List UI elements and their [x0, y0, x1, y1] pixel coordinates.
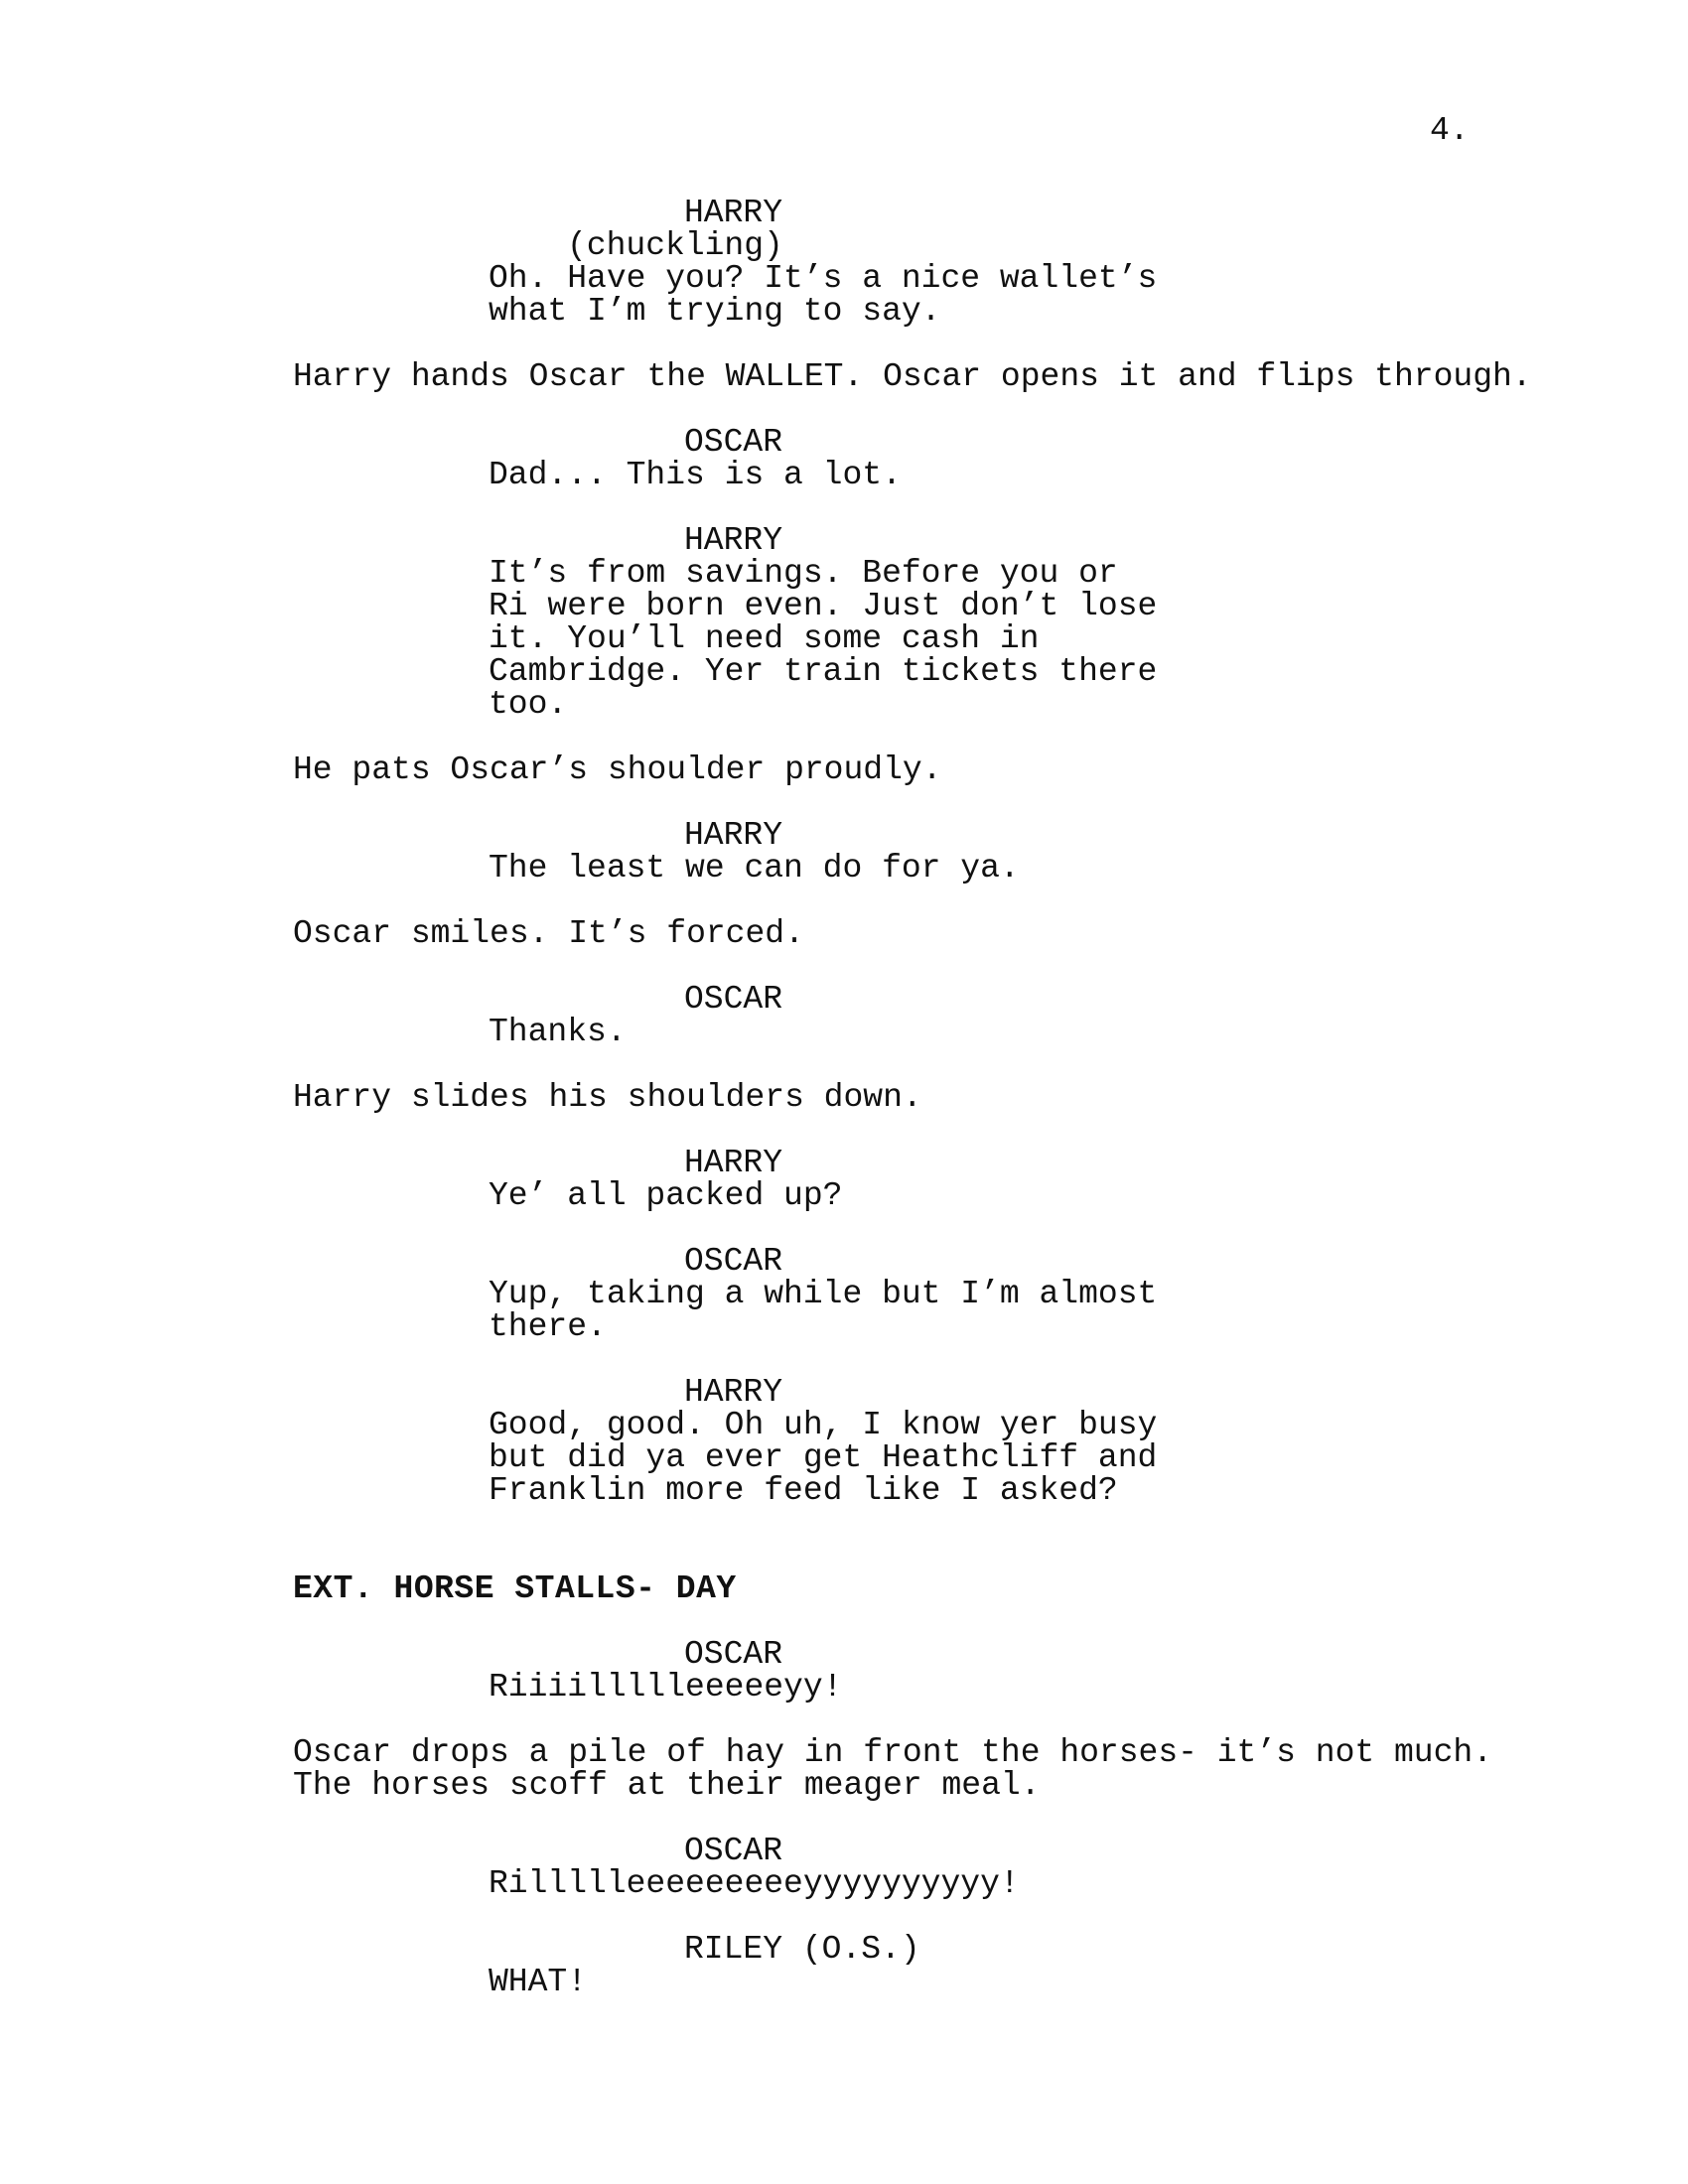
action-line: He pats Oscar’s shoulder proudly.: [293, 751, 942, 788]
character-name: HARRY: [684, 1374, 783, 1411]
dialogue-line: Ri were born even. Just don’t lose: [489, 588, 1158, 624]
dialogue-line: there.: [489, 1308, 607, 1345]
dialogue-line: but did ya ever get Heathcliff and: [489, 1439, 1158, 1476]
action-block: [0, 1081, 1688, 1114]
action-line: Oscar drops a pile of hay in front the horses- it’s not much.: [293, 1734, 1492, 1771]
dialogue-block: [0, 524, 1688, 721]
dialogue-line: Franklin more feed like I asked?: [489, 1472, 1118, 1509]
dialogue-block: [0, 1147, 1688, 1212]
dialogue-line: Riiiillllleeeeeyy!: [489, 1669, 843, 1706]
character-name: OSCAR: [684, 1243, 783, 1280]
action-line: Oscar smiles. It’s forced.: [293, 915, 804, 952]
dialogue-line: It’s from savings. Before you or: [489, 555, 1118, 592]
dialogue-block: [0, 1245, 1688, 1343]
dialogue-block: [0, 426, 1688, 491]
action-block: [0, 1736, 1688, 1802]
dialogue-line: Dad... This is a lot.: [489, 457, 902, 493]
scene-heading: EXT. HORSE STALLS- DAY: [293, 1570, 737, 1607]
dialogue-block: [0, 983, 1688, 1048]
dialogue-line: Rillllleeeeeeeeeyyyyyyyyyy!: [489, 1865, 1020, 1902]
action-line: The horses scoff at their meager meal.: [293, 1767, 1041, 1804]
character-name: OSCAR: [684, 1833, 783, 1869]
character-name: RILEY (O.S.): [684, 1931, 920, 1968]
action-line: Harry hands Oscar the WALLET. Oscar opens it and flips through.: [293, 358, 1532, 395]
character-name: HARRY: [684, 817, 783, 854]
dialogue-line: what I’m trying to say.: [489, 293, 941, 330]
dialogue-line: Thanks.: [489, 1014, 627, 1050]
parenthetical: (chuckling): [567, 227, 783, 264]
dialogue-block: [0, 197, 1688, 328]
dialogue-line: WHAT!: [489, 1964, 588, 2000]
character-name: HARRY: [684, 1145, 783, 1181]
dialogue-line: Ye’ all packed up?: [489, 1177, 843, 1214]
dialogue-line: too.: [489, 686, 568, 723]
action-block: [0, 917, 1688, 950]
dialogue-line: Yup, taking a while but I’m almost: [489, 1276, 1158, 1312]
character-name: HARRY: [684, 522, 783, 559]
scene-heading-block: [0, 1572, 1688, 1605]
page-number: 4.: [1430, 112, 1470, 149]
character-name: HARRY: [684, 195, 783, 231]
screenplay-body: [0, 197, 1688, 1998]
dialogue-block: [0, 1376, 1688, 1507]
dialogue-block: [0, 1638, 1688, 1704]
action-block: [0, 360, 1688, 393]
dialogue-line: The least we can do for ya.: [489, 850, 1020, 887]
character-name: OSCAR: [684, 981, 783, 1018]
dialogue-block: [0, 1933, 1688, 1998]
dialogue-line: Oh. Have you? It’s a nice wallet’s: [489, 260, 1158, 297]
dialogue-block: [0, 819, 1688, 885]
dialogue-line: Cambridge. Yer train tickets there: [489, 653, 1158, 690]
character-name: OSCAR: [684, 1636, 783, 1673]
character-name: OSCAR: [684, 424, 783, 461]
dialogue-line: Good, good. Oh uh, I know yer busy: [489, 1407, 1158, 1443]
action-block: [0, 753, 1688, 786]
action-line: Harry slides his shoulders down.: [293, 1079, 922, 1116]
dialogue-line: it. You’ll need some cash in: [489, 620, 1040, 657]
dialogue-block: [0, 1835, 1688, 1900]
